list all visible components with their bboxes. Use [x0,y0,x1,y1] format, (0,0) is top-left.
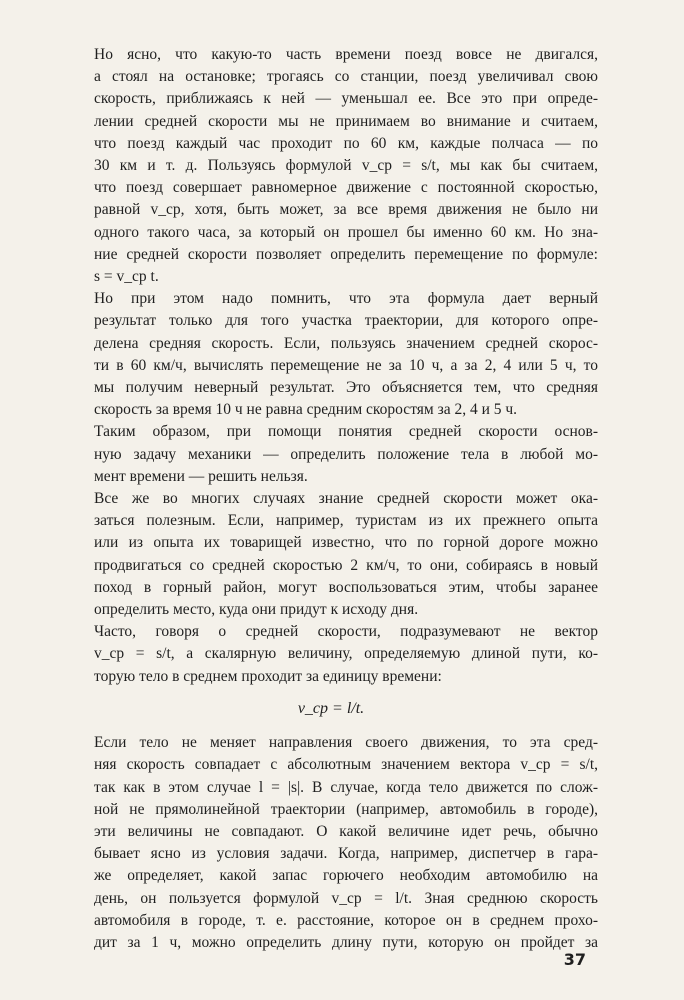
text-line: что поезд совершает равномерное движение с постоянной скоростью, [94,179,598,197]
text-line: или из опыта их товарищей известно, что по горной дороге можно [94,534,598,552]
paragraph-1 [64,44,598,288]
page-body [64,44,598,954]
text-line: что поезд каждый час проходит по 60 км, каждые полчаса — по [94,134,598,152]
page-number: 37 [563,950,586,969]
text-line: делена средняя скорость. Если, пользуясь значением средней скорос- [94,334,598,352]
text-line: мент времени — решить нельзя. [94,467,308,485]
text-line: ние средней скорости позволяет определить перемещение по формуле: [94,245,598,263]
paragraph-5 [64,621,598,688]
text-line: скорость за время 10 ч не равна средним скоростям за 2, 4 и 5 ч. [94,401,518,419]
text-line: день, он пользуется формулой v_ср = l/t. Зная среднюю скорость [94,889,598,907]
text-line: ную задачу механики — определить положение тела в любой мо- [94,445,598,463]
text-line: результат только для того участка траектории, для которого опре- [94,312,598,330]
text-line: Но ясно, что какую-то часть времени поезд вовсе не двигался, [94,46,598,63]
text-line: определить место, куда они придут к исходу дня. [94,601,419,619]
text-line: няя скорость совпадает с абсолютным значением вектора v_ср = s/t, [94,756,598,774]
text-line: мы получим неверный результат. Это объясняется тем, что средняя [94,379,598,397]
text-line: ти в 60 км/ч, вычислять перемещение не за 10 ч, а за 2, 4 или 5 ч, то [94,356,598,374]
text-line: так как в этом случае l = |s|. В случае, когда тело движется по слож- [94,778,598,796]
display-formula [64,698,598,720]
text-line: s = v_ср t. [94,268,159,286]
text-line: Если тело не меняет направления своего движения, то эта сред- [94,734,598,752]
text-line: Все же во многих случаях знание средней скорости может ока- [94,490,598,508]
text-line: одного такого часа, за который он прошел бы именно 60 км. Но зна- [94,223,598,241]
text-line: продвигаться со средней скоростью 2 км/ч, то они, собираясь в новый [94,556,598,574]
text-line: ной не прямолинейной траектории (например, автомобиль в городе), [94,800,598,818]
text-line: же определяет, какой запас горючего необходим автомобилю на [94,867,598,885]
text-line: а стоял на остановке; трогаясь со станции, поезд увеличивал свою [94,68,598,86]
text-line: лении средней скорости мы не принимаем во внимание и считаем, [94,112,598,130]
text-line: заться полезным. Если, например, туристам из их прежнего опыта [94,512,598,530]
paragraph-2 [64,288,598,421]
text-line: эти величины не совпадают. О какой величине идет речь, обычно [94,822,598,840]
text-line: дит за 1 ч, можно определить длину пути, которую он пройдет за [94,933,598,951]
paragraph-6 [64,732,598,954]
paragraph-3 [64,421,598,488]
paragraph-4 [64,488,598,621]
text-line: равной v_ср, хотя, быть может, за все время движения не было ни [94,201,598,219]
text-line: Но при этом надо помнить, что эта формула дает верный [94,290,598,308]
text-line: торую тело в среднем проходит за единицу времени: [94,667,442,685]
text-line: v_ср = s/t, а скалярную величину, определяемую длиной пути, ко- [94,645,598,663]
text-line: скорость, приближаясь к ней — уменьшал ее. Все это при опреде- [94,90,598,108]
text-line: поход в горный район, могут воспользоваться этим, чтобы заранее [94,578,598,596]
formula-text: v_ср = l/t. [297,699,365,717]
text-line: бывает ясно из условия задачи. Когда, например, диспетчер в гара- [94,845,598,863]
text-line: автомобиля в городе, т. е. расстояние, которое он в среднем прохо- [94,911,598,929]
text-line: 30 км и т. д. Пользуясь формулой v_ср = s/t, мы как бы считаем, [94,157,598,175]
text-line: Часто, говоря о средней скорости, подразумевают не вектор [94,623,598,641]
text-line: Таким образом, при помощи понятия средней скорости основ- [94,423,598,441]
